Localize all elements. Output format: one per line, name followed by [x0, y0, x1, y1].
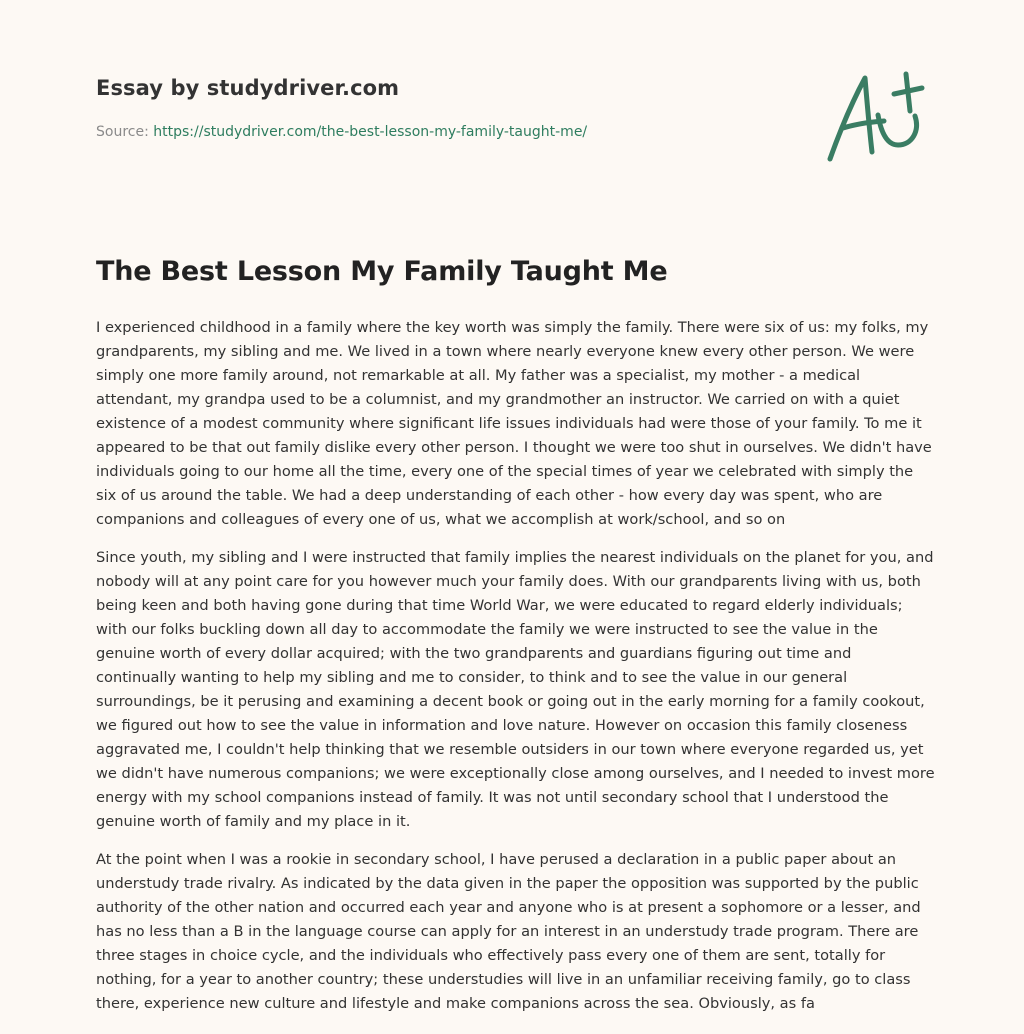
site-brand: Essay by studydriver.com — [96, 76, 400, 100]
a-plus-grade-logo-icon — [818, 66, 930, 166]
source-link[interactable]: https://studydriver.com/the-best-lesson-my-family-taught-me/ — [153, 124, 588, 140]
essay-paragraph: Since youth, my sibling and I were instructed that family implies the nearest individuals on the planet for you, and nobody will at any point care for you however much your family does. With our grandparents living with us, both being keen and both having gone during that time World War, we were educated to regard elderly individuals; with our folks buckling down all day to accommodate the family we were instructed to see the value in the genuine worth of every dollar acquired; with the two grandparents and guardians figuring out time and continually wanting to help my sibling and me to consider, to think and to see the value in our general surroundings, be it perusing and examining a decent book or going out in the early morning for a family cookout, we figured out how to see the value in information and love nature. However on occasion this family closeness aggravated me, I couldn't help thinking that we resemble outsiders in our town where everyone regarded us, yet we didn't have numerous companions; we were exceptionally close among ourselves, and I needed to invest more energy with my school companions instead of family. It was not until secondary school that I understood the genuine worth of family and my place in it. — [96, 549, 935, 830]
essay-title: The Best Lesson My Family Taught Me — [96, 256, 668, 287]
source-label: Source: — [96, 124, 149, 140]
essay-paragraph: At the point when I was a rookie in secondary school, I have perused a declaration in a public paper about an understudy trade rivalry. As indicated by the data given in the paper the opposition was supported by the public authority of the other nation and occurred each year and anyone who is at present a sophomore or a lesser, and has no less than a B in the language course can apply for an interest in an understudy trade program. There are three stages in choice cycle, and the individuals who effectively pass every one of them are sent, totally for nothing, for a year to another country; these understudies will live in an unfamiliar receiving family, go to class there, experience new culture and lifestyle and make companions across the sea. Obviously, as fa — [96, 851, 921, 1012]
essay-paragraph: I experienced childhood in a family where the key worth was simply the family. There were six of us: my folks, my grandparents, my sibling and me. We lived in a town where nearly everyone knew every other person. We were simply one more family around, not remarkable at all. My father was a specialist, my mother - a medical attendant, my grandpa used to be a columnist, and my grandmother an instructor. We carried on with a quiet existence of a modest community where significant life issues individuals had were those of your family. To me it appeared to be that out family dislike every other person. I thought we were too shut in ourselves. We didn't have individuals going to our home all the time, every one of the special times of year we celebrated with simply the six of us around the table. We had a deep understanding of each other - how every day was spent, who are companions and colleagues of every one of us, what we accomplish at work/school, and so on — [96, 319, 932, 528]
source-line — [96, 124, 587, 140]
essay-body — [96, 316, 936, 1030]
